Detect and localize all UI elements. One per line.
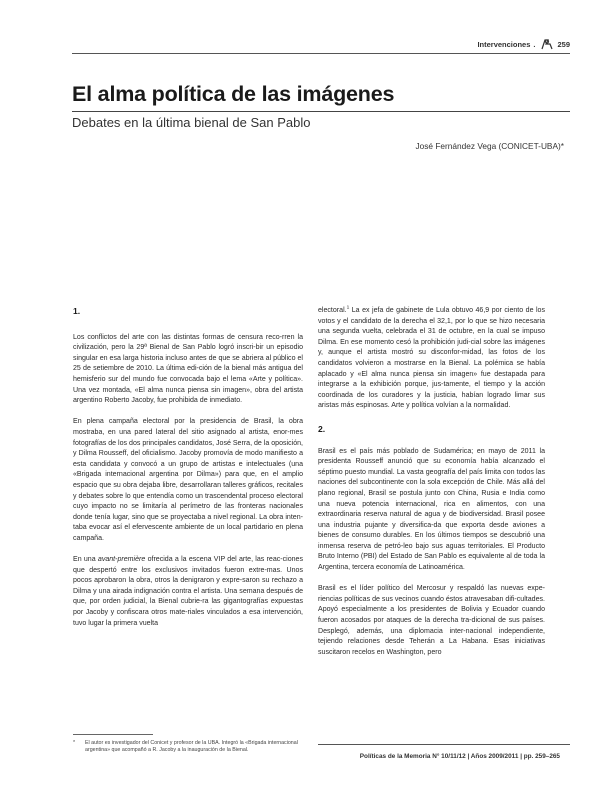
author-footnote: [73, 740, 299, 755]
paragraph: En plena campaña electoral por la presidencia de Brasil, la obra mostraba, en una pared lateral del sitio asignado al artista, enor-mes fotografías de los dos principales candidatos, José Serra, de la oposición, y Dilma Rousseff, del oficialismo. Jacoby promovía de modo manifiesto a esta candidata y convocó a un grupo de artistas e intelectuales (una «Brigada internacional argentina por Dilma») para que, en el amplio espacio que su obra dejaba libre, desarrollaran talleres gráficos, recitales y debates sobre lo que entendía como un trascendental proceso electoral cuyo impacto no se limitaría al perímetro de las fronteras nacionales donde tenía lugar, sino que se proyectaba a nivel regional. La obra inten-taba evocar así el efervescente ambiente de un local partidario en plena campaña.: [73, 418, 303, 542]
footnote-reference: 1: [346, 305, 350, 311]
running-head-section: Intervenciones: [477, 39, 531, 49]
paragraph-avant-premiere: [73, 555, 303, 629]
header-rule: [72, 53, 570, 54]
footnote-marker: *: [73, 740, 76, 746]
section-heading-2: 2.: [318, 423, 326, 434]
article-title: El alma política de las imágenes: [72, 82, 395, 106]
running-head-separator: .: [533, 39, 536, 49]
paragraph-text: electoral.: [318, 307, 347, 314]
left-column: [73, 306, 303, 640]
title-rule: [72, 111, 570, 112]
italic-term: avant-première: [97, 556, 146, 564]
paragraph-text: ofrecida a la escena VIP del arte, las reac-ciones que despertó entre los exclusivos invitados fueron extre-mas. Unos pocos aprobaron la obra, otros la denigraron y expre-saron su rechazo a Dilma y una airada indignación contra el artista. Una semana después de que, por orden judicial, la Bienal cubrie-ra las gigantografías expuestas por Jacoby y confiscara otros mate-riales vinculados a esa intervención, tuvo lugar la primera vuelta: [73, 556, 303, 627]
paragraph-text: En una: [73, 556, 98, 564]
journal-logo-icon: [540, 38, 554, 50]
paragraph-text: La ex jefa de gabinete de Lula obtuvo 46,9 por ciento de los votos y el candidato de la derecha el 32,1, por lo que se hizo necesaria una segunda vuelta, celebrada el 31 de octubre, en la cual se impuso Dilma. En ese momento cesó la prohibición judi-cial sobre las imágenes y, aunque el artista mostró su disconfor-midad, las fotos de los candidatos volvieron a mostrarse en la Bienal. La polémica se había aplacado y «El alma nunca piensa sin imagen» fue destapada para integrarse a la exhibición porque, jus-tamente, el tiempo y la acción coordinada de los curadores y la justicia, habían logrado limar sus aristas más espinosas. Arte y política volvían a la normalidad.: [318, 307, 545, 410]
running-head: [477, 38, 570, 50]
paragraph: Brasil es el país más poblado de Sudamérica; en mayo de 2011 la presidenta Rousseff anunció que su economía había alcanzado el séptimo puesto mundial. La vasta geografía del país limita con todos las naciones del subcontinente con la sola excepción de Chile. Más allá del plano regional, Brasil se postula junto con China, Rusia e India como una nueva potencia internacional, rica en alimentos, con una extraordinaria reserva natural de agua y de biodiversidad. Brasil posee una industria pujante y diversifica-da que exporta desde aviones a bienes de consumo durables. En los últimos tiempos se descubrió una inmensa reserva de petró-leo bajo sus aguas territoriales. El Producto Bruto Interno (PBI) del Estado de San Pablo es equivalente al de toda la Argentina, tercera economía de Latinoamérica.: [318, 447, 545, 572]
article-subtitle: Debates en la última bienal de San Pablo: [72, 115, 311, 130]
right-column: [318, 306, 545, 669]
journal-footer: Políticas de la Memoria N° 10/11/12 | Años 2009/2011 | pp. 259–265: [359, 753, 560, 760]
page-number: 259: [557, 39, 570, 49]
article-author: José Fernández Vega (CONICET-UBA)*: [415, 141, 564, 151]
paragraph-continued: [318, 306, 545, 412]
paragraph: Los conflictos del arte con las distintas formas de censura reco-rren la civilización, pero la 29ª Bienal de San Pablo logró inscri-bir un episodio singular en esa larga historia incluso antes de que se abriera al público el 25 de setiembre de 2010. La última edi-ción de la bienal más antigua del hemisferio sur del mundo fue convocada bajo el lema «Arte y política». Una vez montada, «El alma nunca piensa sin imagen», obra del artista argentino Roberto Jacoby, fue prohibida de inmediato.: [73, 333, 303, 405]
paragraph: Brasil es el líder político del Mercosur y respaldó las nuevas expe-riencias políticas de sus vecinos cuando éstos atravesaban difi-cultades. Apoyó especialmente a los presidentes de Bolivia y Ecuador cuando fueron acosados por ataques de la derecha tra-dicional de sus países. Desplegó, además, una diplomacia inter-nacional independiente, tejiendo relaciones desde Teherán a La Habana. Esas iniciativas suscitaron recelos en Washington, pero: [318, 585, 545, 656]
footnote-rule: [73, 734, 153, 735]
section-heading-1: 1.: [73, 306, 81, 316]
footnote-text: El autor es investigador del Conicet y profesor de la UBA. Integró la «Brigada internacional argentina» que acompañó a R. Jacoby a la inauguración de la Bienal.: [85, 740, 298, 754]
footer-rule: [318, 744, 570, 745]
